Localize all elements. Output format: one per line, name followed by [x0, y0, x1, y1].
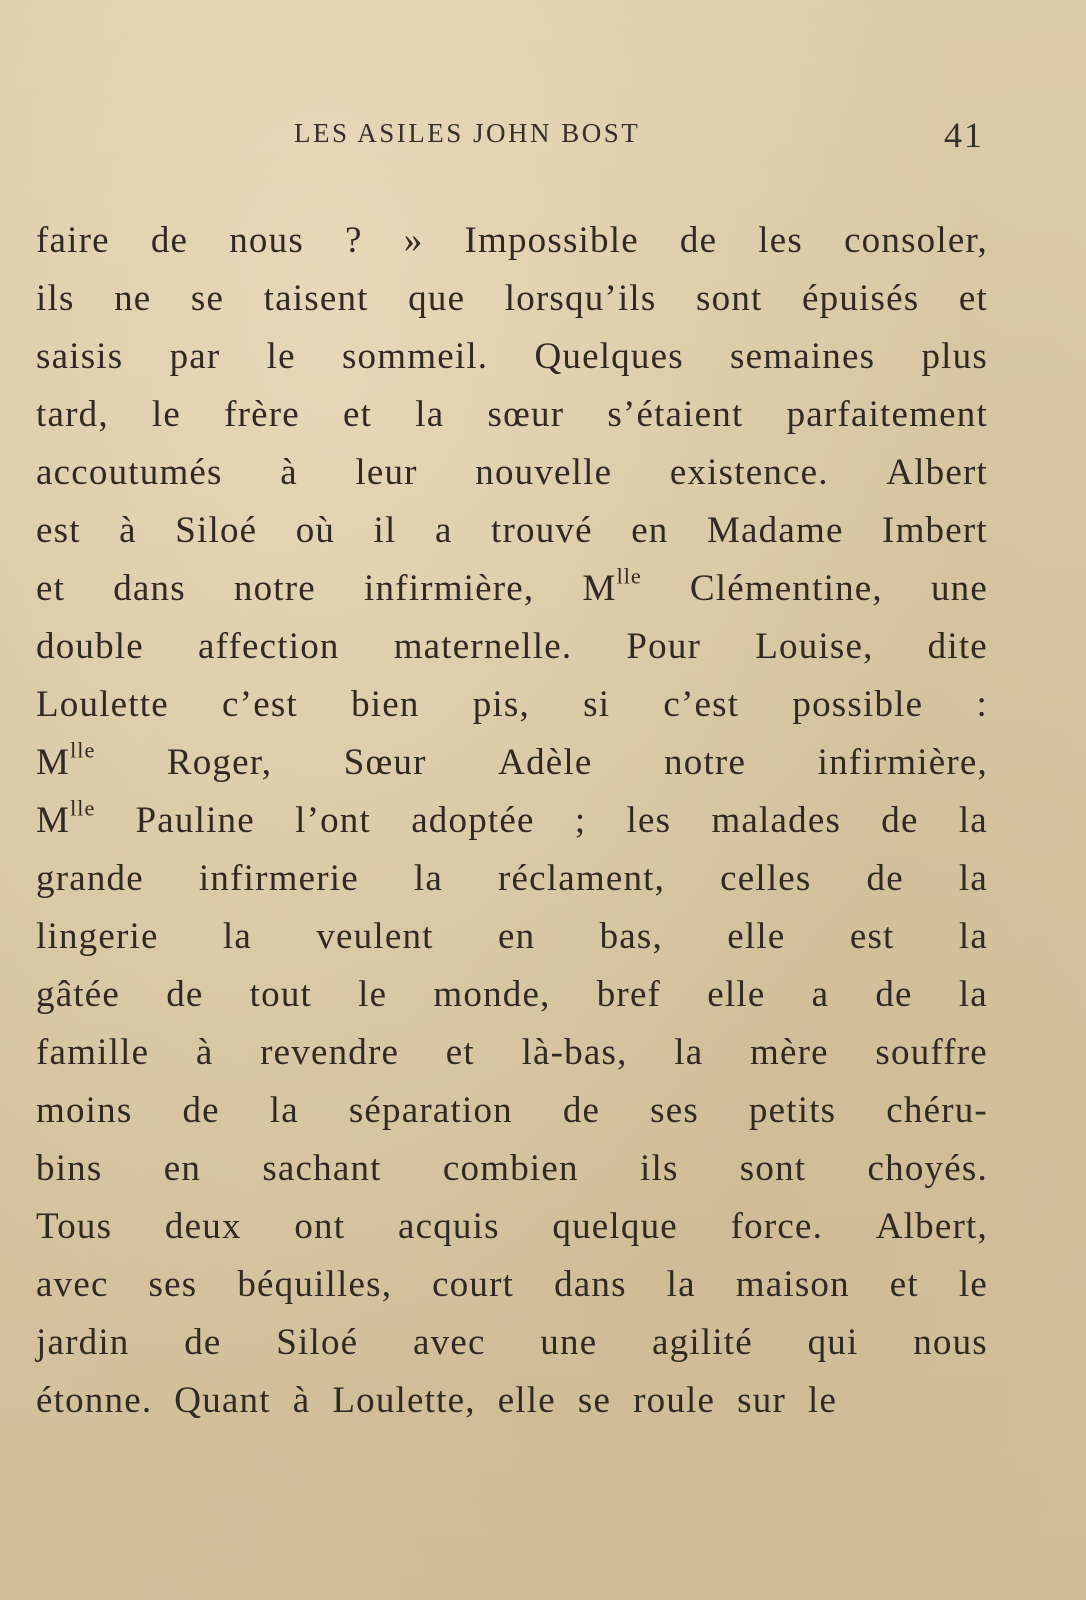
text-line	[36, 560, 988, 618]
word: Sœur	[343, 742, 427, 783]
word: Roger,	[166, 742, 273, 783]
word: Clémentine,	[689, 568, 883, 609]
word: la	[666, 1264, 696, 1305]
word: existence.	[669, 452, 829, 493]
word: Madame	[706, 510, 844, 551]
word: lorsqu’ils	[504, 278, 657, 319]
word: sachant	[262, 1148, 382, 1189]
word: s’étaient	[607, 394, 744, 435]
word: les	[626, 800, 672, 841]
word: la	[413, 858, 443, 899]
word: famille	[36, 1032, 150, 1073]
word: Imbert	[882, 510, 988, 551]
word: qui	[807, 1322, 859, 1363]
text-line	[36, 1082, 988, 1140]
word: sommeil.	[341, 336, 489, 377]
word: maternelle.	[393, 626, 573, 667]
word: infirmière,	[364, 568, 535, 609]
word: et	[445, 1032, 475, 1073]
word: les	[758, 220, 803, 261]
text-line	[36, 1024, 988, 1082]
word: lingerie	[36, 916, 159, 957]
word: la	[958, 800, 988, 841]
word: malades	[711, 800, 842, 841]
word: plus	[921, 336, 988, 377]
text-line	[36, 676, 988, 734]
word: avec	[36, 1264, 109, 1305]
word: Pour	[626, 626, 702, 667]
text-line	[36, 1372, 988, 1430]
word: veulent	[316, 916, 434, 957]
word: $M^{lle}$	[582, 563, 642, 609]
text-line	[36, 386, 988, 444]
word: séparation	[348, 1090, 513, 1131]
word: la	[958, 916, 988, 957]
text-line	[36, 502, 988, 560]
word: Quant	[174, 1380, 271, 1421]
text-line	[36, 618, 988, 676]
word: leur	[355, 452, 418, 493]
word: faire	[36, 220, 110, 261]
word: étonne.	[36, 1380, 153, 1421]
word: possible	[792, 684, 924, 725]
word: Quelques	[534, 336, 684, 377]
word: ne	[114, 278, 152, 319]
word: il	[373, 510, 397, 551]
word: de	[679, 220, 718, 261]
text-line	[36, 850, 988, 908]
word: Albert,	[875, 1206, 988, 1247]
word: ;	[574, 800, 587, 841]
word: épuisés	[802, 278, 920, 319]
word: acquis	[397, 1206, 500, 1247]
word: Siloé	[276, 1322, 359, 1363]
word: bins	[36, 1148, 103, 1189]
word: c’est	[663, 684, 740, 725]
word: le	[151, 394, 181, 435]
word: la	[958, 858, 988, 899]
running-title: LES ASILES JOHN BOST	[294, 118, 641, 148]
word: grande	[36, 858, 144, 899]
word: agilité	[652, 1322, 753, 1363]
word: la	[415, 394, 445, 435]
word: dite	[927, 626, 988, 667]
word: Loulette,	[332, 1380, 476, 1421]
word: parfaitement	[786, 394, 988, 435]
word: frère	[224, 394, 300, 435]
text-line	[36, 966, 988, 1024]
word: notre	[233, 568, 316, 609]
word: Tous	[36, 1206, 113, 1247]
text-line	[36, 212, 988, 270]
word: Loulette	[36, 684, 169, 725]
word: le	[266, 336, 296, 377]
word: sœur	[487, 394, 565, 435]
word: à	[119, 510, 137, 551]
word: une	[930, 568, 988, 609]
word: réclament,	[497, 858, 666, 899]
word: tout	[249, 974, 313, 1015]
word: par	[169, 336, 221, 377]
word: et	[36, 568, 66, 609]
word: dans	[113, 568, 186, 609]
text-line	[36, 734, 988, 792]
word: si	[583, 684, 611, 725]
word: de	[182, 1090, 220, 1131]
word: souffre	[875, 1032, 988, 1073]
word: de	[166, 974, 204, 1015]
text-line	[36, 1140, 988, 1198]
word: double	[36, 626, 144, 667]
word: est	[36, 510, 81, 551]
word: le	[358, 974, 388, 1015]
word: petits	[748, 1090, 837, 1131]
word: de	[866, 858, 904, 899]
word: nouvelle	[475, 452, 613, 493]
word: en	[163, 1148, 202, 1189]
word: nous	[229, 220, 304, 261]
word: c’est	[222, 684, 298, 725]
word: notre	[664, 742, 747, 783]
word: bien	[351, 684, 420, 725]
word: à	[195, 1032, 214, 1073]
word: est	[849, 916, 895, 957]
word: là-bas,	[521, 1032, 628, 1073]
word: a	[434, 510, 453, 551]
word: et	[958, 278, 988, 319]
word: à	[292, 1380, 311, 1421]
word: à	[280, 452, 298, 493]
word: roule	[633, 1380, 716, 1421]
word: en	[497, 916, 536, 957]
word: de	[875, 974, 913, 1015]
word: celles	[720, 858, 812, 899]
word: l’ont	[295, 800, 371, 841]
word: pis,	[472, 684, 530, 725]
text-line	[36, 270, 988, 328]
word: deux	[164, 1206, 242, 1247]
word: quelque	[552, 1206, 678, 1247]
word: de	[184, 1322, 222, 1363]
text-line	[36, 328, 988, 386]
word: semaines	[730, 336, 876, 377]
word: la	[269, 1090, 299, 1131]
word: trouvé	[491, 510, 593, 551]
word: tard,	[36, 394, 109, 435]
word: a	[811, 974, 830, 1015]
word: avec	[413, 1322, 486, 1363]
word: ont	[294, 1206, 346, 1247]
word: en	[631, 510, 669, 551]
word: consoler,	[844, 220, 988, 261]
word: Adèle	[498, 742, 593, 783]
word: accoutumés	[36, 452, 223, 493]
word: sur	[737, 1380, 786, 1421]
word: dans	[554, 1264, 627, 1305]
word: béquilles,	[237, 1264, 393, 1305]
page-number: 41	[944, 115, 984, 155]
word: $M^{lle}$	[36, 737, 96, 783]
word: »	[403, 220, 424, 261]
word: elle	[497, 1380, 556, 1421]
word: saisis	[36, 336, 124, 377]
running-head	[0, 115, 1086, 158]
word: sont	[696, 278, 763, 319]
word: elle	[707, 974, 766, 1015]
word: Pauline	[135, 800, 255, 841]
word: ils	[639, 1148, 679, 1189]
text-line	[36, 792, 988, 850]
word: infirmière,	[817, 742, 988, 783]
text-line	[36, 1198, 988, 1256]
word: où	[295, 510, 336, 551]
word: le	[958, 1264, 988, 1305]
text-line	[36, 1314, 988, 1372]
word: maison	[735, 1264, 850, 1305]
word: bas,	[599, 916, 663, 957]
word: combien	[442, 1148, 579, 1189]
word: la	[222, 916, 253, 957]
word: moins	[36, 1090, 133, 1131]
word: chéru-	[886, 1090, 988, 1131]
word: une	[540, 1322, 598, 1363]
word: et	[343, 394, 373, 435]
word: sont	[739, 1148, 807, 1189]
body-text	[36, 212, 988, 1430]
word: bref	[596, 974, 662, 1015]
word: de	[150, 220, 189, 261]
word: Siloé	[175, 510, 258, 551]
word: se	[577, 1380, 612, 1421]
word: :	[976, 684, 988, 725]
word: le	[808, 1380, 838, 1421]
word: Impossible	[464, 220, 639, 261]
word: et	[889, 1264, 919, 1305]
word: de	[881, 800, 919, 841]
text-line	[36, 908, 988, 966]
word: ?	[345, 220, 363, 261]
text-line	[36, 1256, 988, 1314]
word: gâtée	[36, 974, 121, 1015]
word: force.	[730, 1206, 824, 1247]
word: de	[562, 1090, 601, 1131]
word: jardin	[36, 1322, 130, 1363]
word: ils	[36, 278, 75, 319]
word: Albert	[886, 452, 988, 493]
word: revendre	[260, 1032, 400, 1073]
word: que	[408, 278, 466, 319]
word: monde,	[433, 974, 551, 1015]
word: court	[432, 1264, 515, 1305]
word: mère	[749, 1032, 829, 1073]
word: se	[190, 278, 225, 319]
word: taisent	[263, 278, 369, 319]
word: la	[958, 974, 988, 1015]
word: Louise,	[755, 626, 874, 667]
word: elle	[727, 916, 786, 957]
text-line	[36, 444, 988, 502]
word: ses	[650, 1090, 699, 1131]
word: adoptée	[411, 800, 535, 841]
word: ses	[148, 1264, 198, 1305]
word: choyés.	[867, 1148, 988, 1189]
word: infirmerie	[198, 858, 359, 899]
word: nous	[913, 1322, 988, 1363]
word: affection	[198, 626, 340, 667]
word: $M^{lle}$	[36, 795, 96, 841]
word: la	[674, 1032, 704, 1073]
